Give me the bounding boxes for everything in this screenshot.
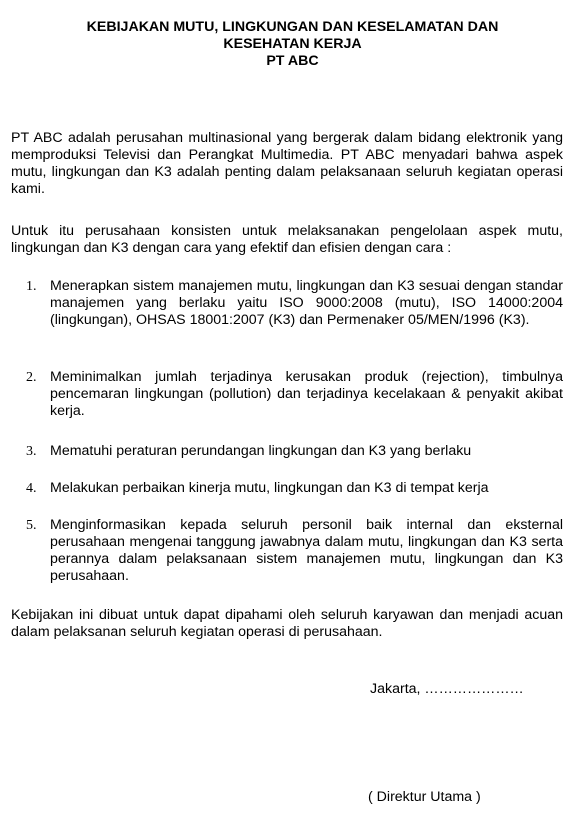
item-text: Menginformasikan kepada seluruh personil baik internal dan eksternal perusahaan mengenai tanggung jawabnya dalam mutu, lingkungan dan K3 serta perannya dalam pelaksanaan sistem manajemen mutu, lingkungan dan K3 perusahaan.: [50, 517, 563, 584]
item-number: 5.: [26, 518, 37, 533]
signature-place-date: Jakarta, …………………: [370, 681, 524, 697]
item-number: 2.: [26, 370, 37, 385]
intro-paragraph: PT ABC adalah perusahan multinasional yang bergerak dalam bidang elektronik yang memproduksi Televisi dan Perangkat Multimedia. PT ABC menyadari bahwa aspek mutu, lingkungan dan K3 adalah penting dalam pelaksanaan seluruh kegiatan operasi kami.: [11, 130, 563, 197]
signatory: ( Direktur Utama ): [368, 789, 481, 805]
commitment-paragraph: Untuk itu perusahaan konsisten untuk melaksanakan pengelolaan aspek mutu, lingkungan dan K3 dengan cara yang efektif dan efisien dengan cara :: [11, 223, 563, 256]
item-text: Mematuhi peraturan perundangan lingkungan dan K3 yang berlaku: [50, 443, 472, 459]
item-text: Melakukan perbaikan kinerja mutu, lingkungan dan K3 di tempat kerja: [50, 480, 489, 496]
item-text: Meminimalkan jumlah terjadinya kerusakan produk (rejection), timbulnya pencemaran lingkungan (pollution) dan terjadinya kecelakaan & penyakit akibat kerja.: [50, 369, 563, 419]
title-line-1: KEBIJAKAN MUTU, LINGKUNGAN DAN KESELAMATAN DAN: [86, 19, 499, 35]
item-text: Menerapkan sistem manajemen mutu, lingkungan dan K3 sesuai dengan standar manajemen yang berlaku yaitu ISO 9000:2008 (mutu), ISO 14000:2004 (lingkungan), OHSAS 18001:2007 (K3) dan Permenaker 05/MEN/1996 (K3).: [50, 278, 563, 328]
title-line-3: PT ABC: [266, 53, 319, 69]
item-number: 4.: [26, 481, 37, 496]
closing-paragraph: Kebijakan ini dibuat untuk dapat dipahami oleh seluruh karyawan dan menjadi acuan dalam pelaksanan seluruh kegiatan operasi di perusahaan.: [11, 607, 563, 640]
title-line-2: KESEHATAN KERJA: [223, 36, 362, 52]
document-title: [0, 19, 585, 70]
item-number: 1.: [26, 279, 37, 294]
item-number: 3.: [26, 444, 37, 459]
